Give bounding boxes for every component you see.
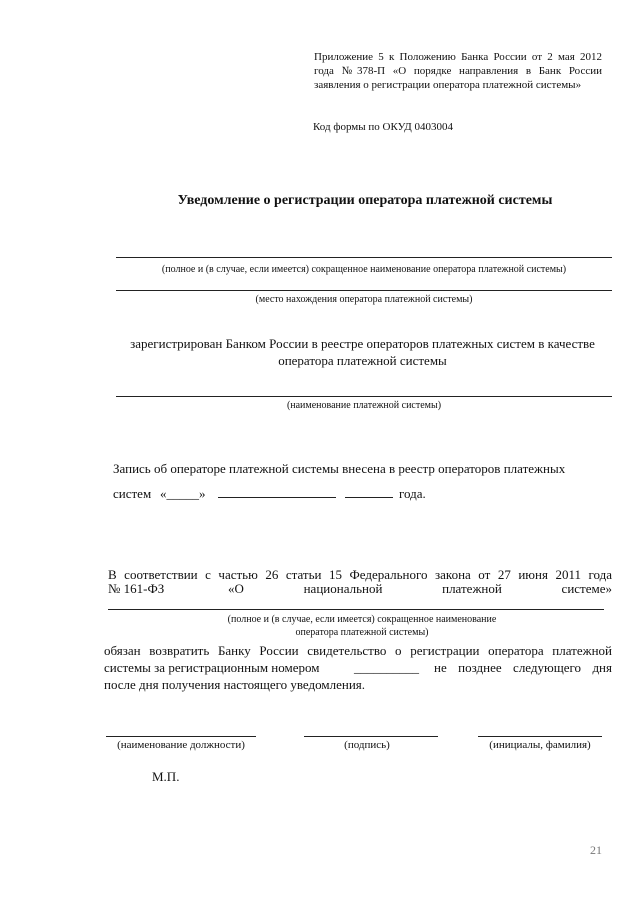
record-month-field[interactable] xyxy=(218,497,336,498)
page-number: 21 xyxy=(590,843,602,857)
stamp-place: М.П. xyxy=(152,769,180,784)
registered-statement: зарегистрирован Банком России в реестре операторов платежных систем в качестве оператора платежной системы xyxy=(130,336,595,368)
appendix-reference: Приложение 5 к Положению Банка России от 2 мая 2012 года №378-П «О порядке направления в Банк России заявления о регистрации оператора платежной системы» xyxy=(314,51,602,91)
obligation-text-line1: обязан возвратить Банку России свидетельство о регистрации оператора платежной xyxy=(104,643,612,658)
record-year-suffix: года. xyxy=(399,486,426,501)
obligated-operator-caption: (полное и (в случае, если имеется) сокращенное наименование оператора платежной системы) xyxy=(227,614,497,638)
record-day-field: «_____» xyxy=(160,486,206,501)
initials-caption: (инициалы, фамилия) xyxy=(489,739,591,751)
record-systems-word: систем xyxy=(113,486,152,501)
operator-name-caption: (полное и (в случае, если имеется) сокращенное наименование оператора платежной системы) xyxy=(161,264,567,275)
obligation-text-line3: после дня получения настоящего уведомления. xyxy=(104,677,366,692)
location-line xyxy=(116,290,612,291)
payment-system-caption: (наименование платежной системы) xyxy=(286,400,442,411)
record-statement: Запись об операторе платежной системы внесена в реестр операторов платежных xyxy=(113,461,566,476)
obligation-text-line2-start: системы за регистрационным номером xyxy=(104,660,320,675)
payment-system-line xyxy=(116,396,612,397)
location-caption: (место нахождения оператора платежной системы) xyxy=(255,294,473,305)
obligated-operator-line xyxy=(108,609,604,610)
law-number: № 161-ФЗ xyxy=(108,581,165,596)
position-caption: (наименование должности) xyxy=(117,739,245,751)
obligation-text-line2-end: не позднее следующего дня xyxy=(434,660,612,675)
signature-line xyxy=(304,736,438,737)
law-name: «О национальной платежной системе» xyxy=(228,581,612,596)
law-reference-line1: В соответствии с частью 26 статьи 15 Федерального закона от 27 июня 2011 года xyxy=(108,567,612,582)
operator-name-line xyxy=(116,257,612,258)
okud-code: Код формы по ОКУД 0403004 xyxy=(313,121,454,133)
position-line xyxy=(106,736,256,737)
signature-caption: (подпись) xyxy=(344,739,390,751)
registration-number-field[interactable]: __________ xyxy=(354,660,419,675)
record-year-field[interactable] xyxy=(345,497,393,498)
document-title: Уведомление о регистрации оператора платежной системы xyxy=(177,193,553,208)
initials-line xyxy=(478,736,602,737)
